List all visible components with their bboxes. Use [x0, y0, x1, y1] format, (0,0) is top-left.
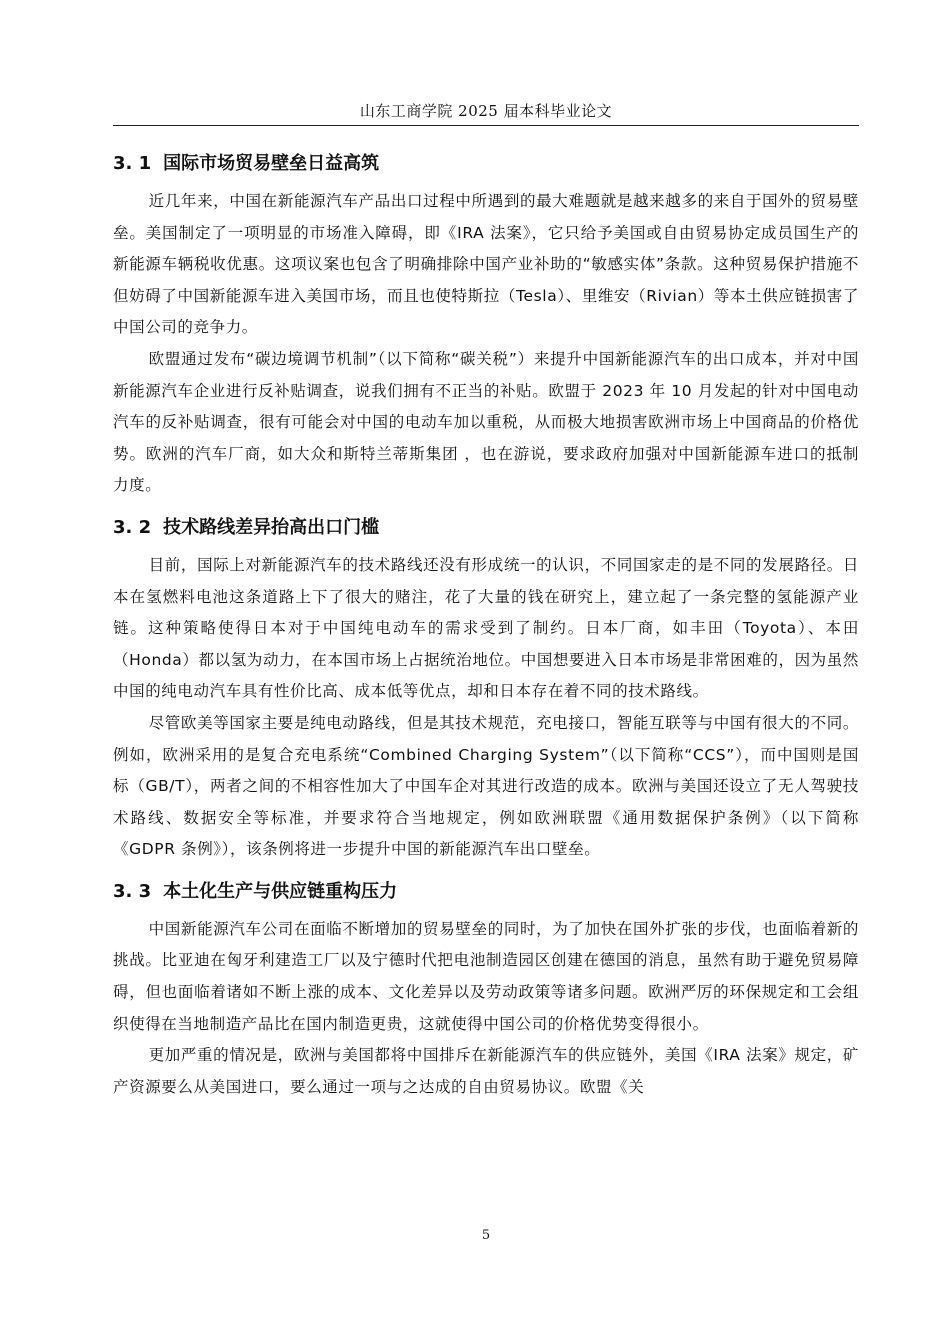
section-3-1: [113, 142, 859, 502]
section-number: 3. 3: [113, 880, 152, 902]
paragraph: 目前，国际上对新能源汽车的技术路线还没有形成统一的认识，不同国家走的是不同的发展路径。日本在氢燃料电池这条道路上下了很大的赌注，花了大量的钱在研究上，建立起了一条完整的氢能源产业链。这种策略使得日本对于中国纯电动车的需求受到了制约。日本厂商，如丰田（Toyota）、本田（Honda）都以氢为动力，在本国市场上占据统治地位。中国想要进入日本市场是非常困难的，因为虽然中国的纯电动汽车具有性价比高、成本低等优点，却和日本存在着不同的技术路线。: [113, 555, 859, 701]
header-rule: [113, 125, 859, 126]
section-3-2: [113, 506, 859, 866]
paragraph: 欧盟通过发布“碳边境调节机制”（以下简称“碳关税”）来提升中国新能源汽车的出口成本，并对中国新能源汽车企业进行反补贴调查，说我们拥有不正当的补贴。欧盟于 2023 年 10 月发起的针对中国电动汽车的反补贴调查，很有可能会对中国的电动车加以重税，从而极大地损害欧洲市场上中国商品的价格优势。欧洲的汽车厂商，如大众和斯特兰蒂斯集团 ，也在游说，要求政府加强对中国新能源车进口的抵制力度。: [113, 349, 859, 495]
running-header: 山东工商学院 2025 届本科毕业论文: [359, 102, 613, 120]
section-3-3: [113, 870, 859, 1104]
section-heading: [113, 142, 859, 186]
page-number: 5: [481, 1228, 491, 1243]
section-title: 技术路线差异抬高出口门槛: [163, 516, 380, 538]
section-title: 本土化生产与供应链重构压力: [163, 880, 398, 902]
section-number: 3. 2: [113, 516, 152, 538]
section-heading: [113, 506, 859, 550]
paragraph: 中国新能源汽车公司在面临不断增加的贸易壁垒的同时，为了加快在国外扩张的步伐，也面临着新的挑战。比亚迪在匈牙利建造工厂以及宁德时代把电池制造园区创建在德国的消息，虽然有助于避免贸易障碍，但也面临着诸如不断上涨的成本、文化差异以及劳动政策等诸多问题。欧洲严厉的环保规定和工会组织使得在当地制造产品比在国内制造更贵，这就使得中国公司的价格优势变得很小。: [113, 919, 859, 1033]
section-title: 国际市场贸易壁垒日益高筑: [163, 153, 380, 174]
paragraph: 近几年来，中国在新能源汽车产品出口过程中所遇到的最大难题就是越来越多的来自于国外的贸易壁垒。美国制定了一项明显的市场准入障碍，即《IRA 法案》，它只给予美国或自由贸易协定成员国生产的新能源车辆税收优惠。这项议案也包含了明确排除中国产业补助的“敏感实体”条款。这种贸易保护措施不但妨碍了中国新能源车进入美国市场，而且也使特斯拉（Tesla）、里维安（Rivian）等本土供应链损害了中国公司的竞争力。: [113, 192, 859, 337]
section-heading: [113, 870, 859, 914]
paragraph: 更加严重的情况是，欧洲与美国都将中国排斥在新能源汽车的供应链外，美国《IRA 法案》规定，矿产资源要么从美国进口，要么通过一项与之达成的自由贸易协议。欧盟《关: [113, 1046, 859, 1096]
section-number: 3. 1: [113, 153, 152, 174]
page-body: [113, 140, 859, 1103]
paragraph: 尽管欧美等国家主要是纯电动路线，但是其技术规范，充电接口，智能互联等与中国有很大的不同。例如，欧洲采用的是复合充电系统“Combined Charging System”（以下简称“CCS”），而中国则是国标（GB/T），两者之间的不相容性加大了中国车企对其进行改造的成本。欧洲与美国还设立了无人驾驶技术路线、数据安全等标准，并要求符合当地规定，例如欧洲联盟《通用数据保护条例》（以下简称《GDPR 条例》），该条例将进一步提升中国的新能源汽车出口壁垒。: [113, 713, 859, 859]
